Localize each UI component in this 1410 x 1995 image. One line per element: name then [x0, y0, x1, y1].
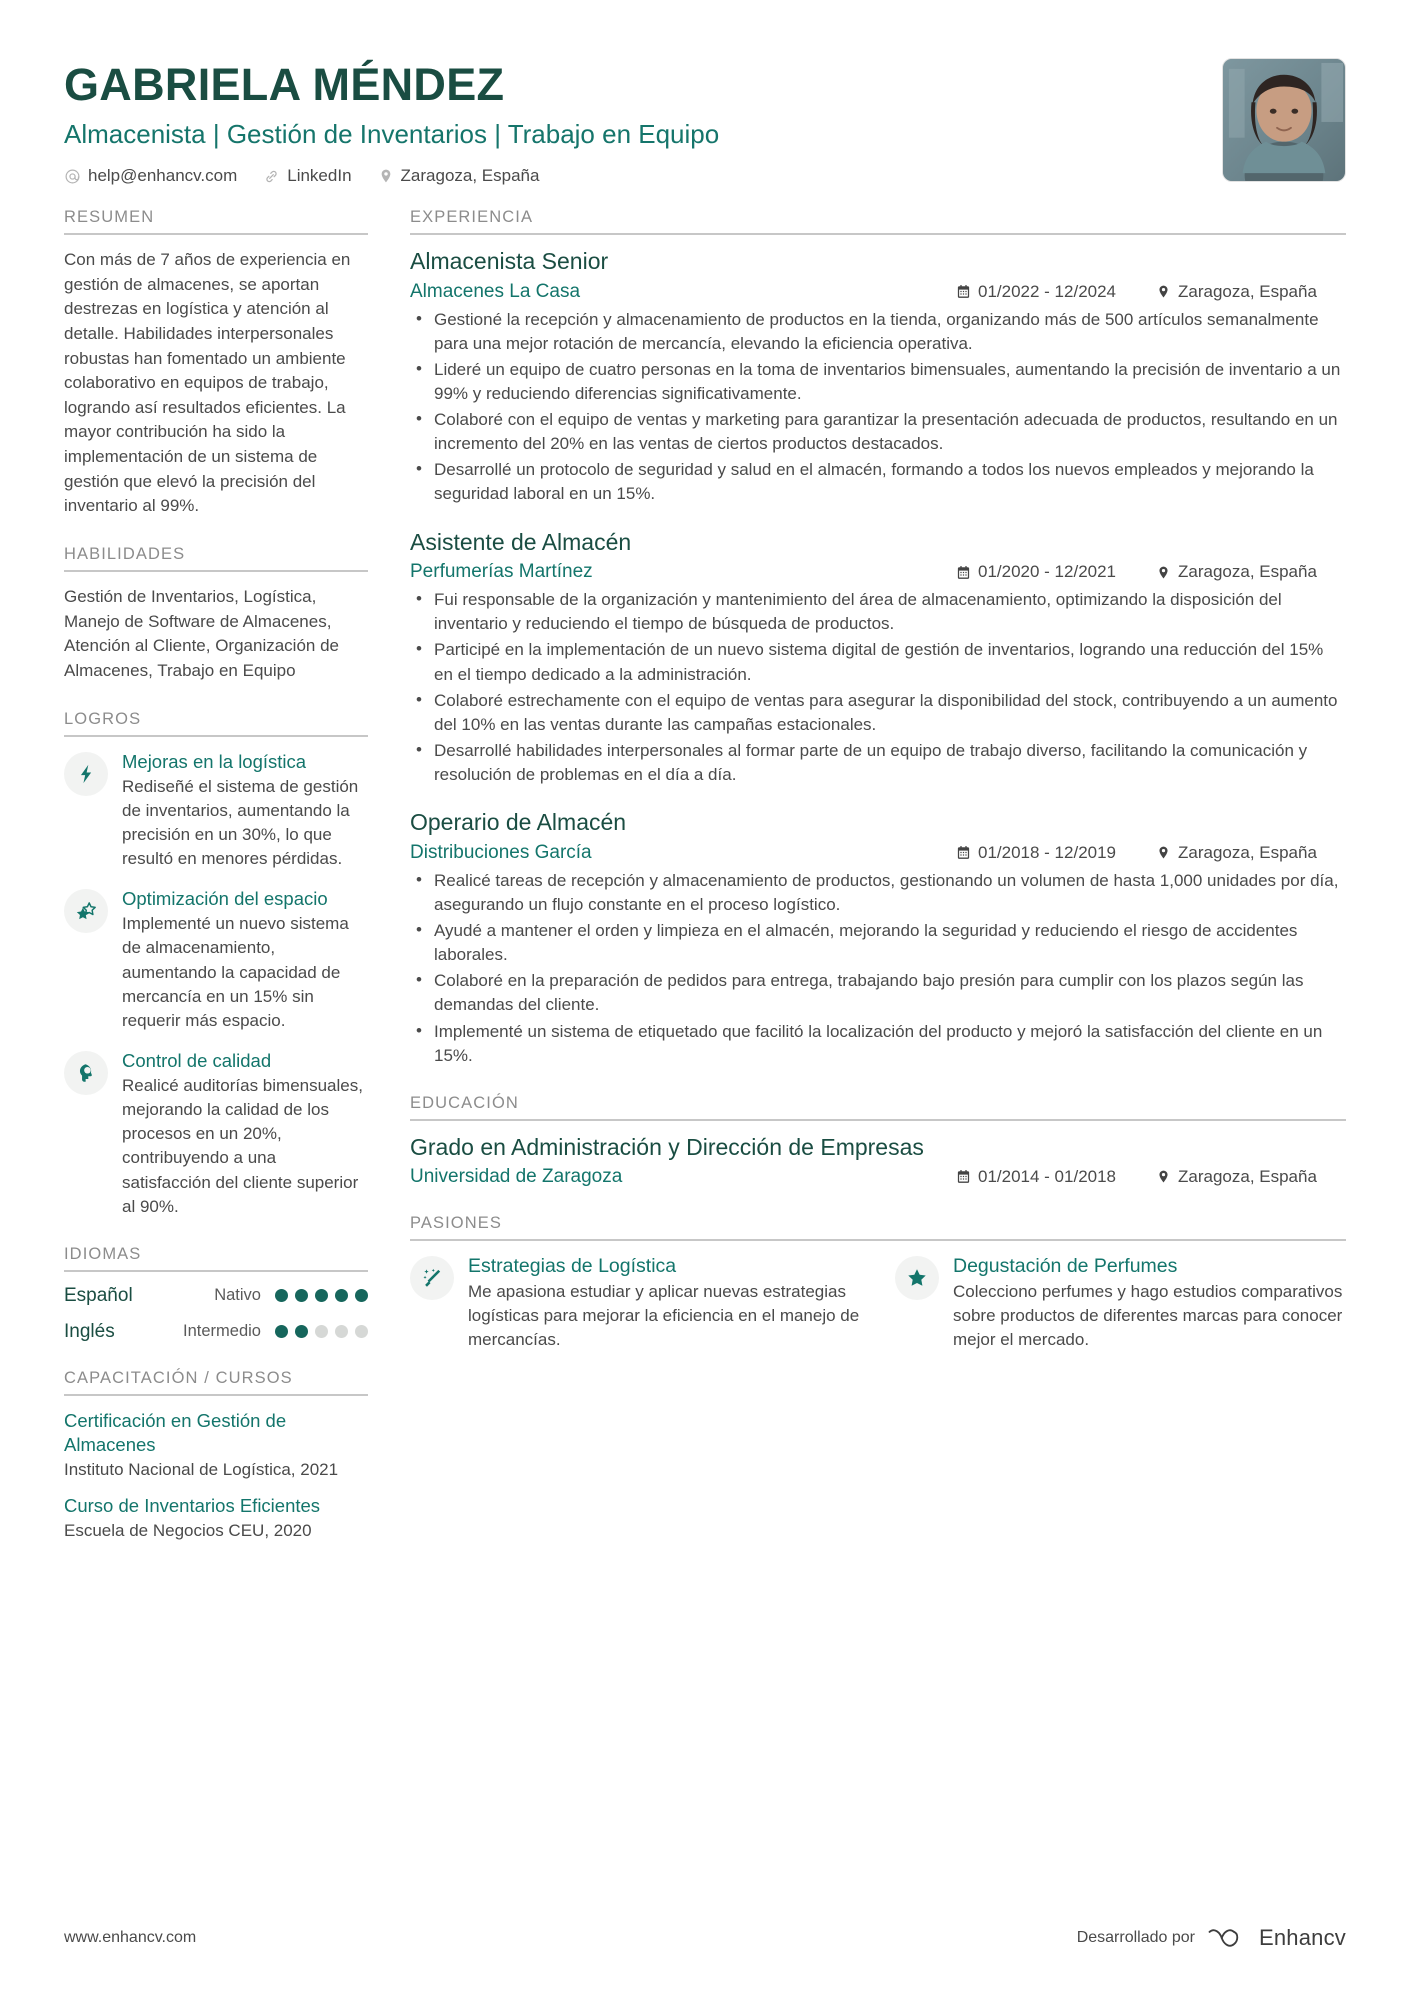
language-item [64, 1285, 368, 1307]
footer-brand-name: Enhancv [1258, 1925, 1346, 1950]
rating-dot [315, 1325, 328, 1338]
section-achievements [64, 710, 368, 1219]
section-title-skills: HABILIDADES [64, 545, 368, 572]
job-bullet: • Colaboré estrechamente con el equipo de ventas para asegurar la disponibilidad del stock, contribuyendo a un aumento del 10% en las ventas durante las campañas estacionales. [410, 689, 1346, 737]
location-pin-icon [1156, 845, 1171, 860]
job-meta-row [410, 842, 1346, 864]
head-thinking-icon [64, 1051, 108, 1095]
resume-body [64, 208, 1346, 1567]
contact-email-label: help@enhancv.com [88, 166, 238, 185]
sidebar [64, 208, 368, 1567]
location-pin-icon [1156, 284, 1171, 299]
education-school: Universidad de Zaragoza [410, 1165, 623, 1187]
achievement-title: Optimización del espacio [122, 888, 328, 910]
section-skills [64, 545, 368, 684]
contact-row [64, 166, 719, 186]
job-location-label: Zaragoza, España [1178, 281, 1317, 301]
achievement-desc: Realicé auditorías bimensuales, mejorando la calidad de los procesos en un 20%, contribuyendo a una satisfacción del cliente superior al 90%. [122, 1076, 363, 1216]
section-title-experience: EXPERIENCIA [410, 208, 1346, 235]
section-title-courses: CAPACITACIÓN / CURSOS [64, 1369, 368, 1396]
language-rating-group [214, 1286, 368, 1305]
section-courses [64, 1369, 368, 1541]
summary-text: Con más de 7 años de experiencia en gestión de almacenes, se aportan destrezas en logística y atención al detalle. Habilidades interpersonales robustas han fomentado un ambiente colaborativo en equipos de trabajo, logrando así resultados eficientes. La mayor contribución ha sido la implementación de un sistema de gestión que elevó la precisión del inventario al 99%. [64, 250, 351, 516]
resume-header [64, 46, 1346, 194]
job-bullet: • Colaboré en la preparación de pedidos para entrega, trabajando bajo presión para cumplir con los plazos según las demandas del cliente. [410, 969, 1346, 1017]
course-title: Certificación en Gestión de Almacenes [64, 1409, 287, 1455]
contact-email[interactable] [64, 166, 237, 186]
job-bullet: • Desarrollé habilidades interpersonales al formar parte de un equipo de trabajo diverso, facilitando la comunicación y resolución de problemas en el día a día. [410, 739, 1346, 787]
section-title-education: EDUCACIÓN [410, 1094, 1346, 1121]
header-text-block [64, 46, 719, 186]
job-location-label: Zaragoza, España [1178, 842, 1317, 862]
page-title: GABRIELA MÉNDEZ [64, 59, 505, 110]
location-pin-icon [1156, 1169, 1171, 1184]
language-item [64, 1321, 368, 1343]
achievement-item [64, 750, 368, 872]
job-bullet: • Lideré un equipo de cuatro personas en la toma de inventarios bimensuales, aumentando la precisión de inventario a un 99% y reduciendo diferencias significativamente. [410, 358, 1346, 406]
education-date [956, 1167, 1156, 1187]
footer-website[interactable]: www.enhancv.com [64, 1929, 197, 1946]
section-experience [410, 208, 1346, 1068]
job-bullet: • Participé en la implementación de un nuevo sistema digital de gestión de inventarios, logrando una reducción del 15% en el tiempo dedicado a la administración. [410, 638, 1346, 686]
course-item [64, 1409, 368, 1480]
job-meta-row [410, 281, 1346, 303]
course-subtitle: Escuela de Negocios CEU, 2020 [64, 1521, 312, 1540]
rating-dot [335, 1325, 348, 1338]
job-role: Operario de Almacén [410, 809, 627, 836]
rating-dot [295, 1289, 308, 1302]
job-date [956, 843, 1156, 863]
double-star-icon [64, 889, 108, 933]
avatar [1222, 58, 1346, 182]
language-name: Inglés [64, 1320, 115, 1342]
skills-text: Gestión de Inventarios, Logística, Manejo de Software de Almacenes, Atención al Cliente, Organización de Almacenes, Trabajo en Equipo [64, 587, 339, 680]
contact-linkedin-label: LinkedIn [287, 166, 352, 185]
language-name: Español [64, 1284, 133, 1306]
footer-branding [1077, 1925, 1346, 1951]
job-bullet: • Desarrollé un protocolo de seguridad y salud en el almacén, formando a todos los nuevos empleados y mejorando la seguridad laboral en un 15%. [410, 458, 1346, 506]
achievement-desc: Implementé un nuevo sistema de almacenamiento, aumentando la capacidad de mercancía en un 15% sin requerir más espacio. [122, 914, 349, 1030]
rating-dot [335, 1289, 348, 1302]
passion-item [410, 1254, 861, 1353]
language-rating-dots [275, 1325, 368, 1338]
job-location [1156, 282, 1346, 302]
section-languages [64, 1245, 368, 1343]
section-education [410, 1094, 1346, 1188]
job-company: Almacenes La Casa [410, 280, 581, 302]
education-location-label: Zaragoza, España [1178, 1166, 1317, 1186]
job-location-label: Zaragoza, España [1178, 562, 1317, 582]
achievement-item [64, 887, 368, 1033]
job-bullet: • Ayudé a mantener el orden y limpieza en el almacén, mejorando la seguridad y reduciendo el riesgo de accidentes laborales. [410, 919, 1346, 967]
job-location [1156, 843, 1346, 863]
course-subtitle: Instituto Nacional de Logística, 2021 [64, 1459, 339, 1479]
page-footer [64, 1925, 1346, 1951]
job-bullet: • Gestioné la recepción y almacenamiento de productos en la tienda, organizando más de 500 artículos semanalmente para una mejor rotación de mercancía, elevando la eficiencia operativa. [410, 308, 1346, 356]
passion-title: Estrategias de Logística [468, 1254, 677, 1277]
contact-location-label: Zaragoza, España [400, 166, 540, 185]
achievement-desc: Rediseñé el sistema de gestión de inventarios, aumentando la precisión en un 30%, lo que resultó en menores pérdidas. [122, 776, 359, 869]
section-title-summary: RESUMEN [64, 208, 368, 235]
experience-item [410, 809, 1346, 1068]
section-summary [64, 208, 368, 519]
achievement-title: Mejoras en la logística [122, 750, 307, 772]
job-date-label: 01/2022 - 12/2024 [978, 281, 1117, 301]
job-date [956, 282, 1156, 302]
passions-grid [410, 1254, 1346, 1353]
language-level: Intermedio [183, 1322, 261, 1341]
link-icon [263, 168, 280, 185]
rating-dot [315, 1289, 328, 1302]
magic-wand-icon [410, 1256, 454, 1300]
job-bullets [410, 869, 1346, 1068]
course-item [64, 1494, 368, 1541]
education-degree: Grado en Administración y Dirección de Empresas [410, 1133, 924, 1160]
job-role: Asistente de Almacén [410, 528, 632, 555]
job-date-label: 01/2018 - 12/2019 [978, 842, 1117, 862]
job-bullet: • Fui responsable de la organización y mantenimiento del área de almacenamiento, optimizando la disposición del inventario y reduciendo el tiempo de búsqueda de productos. [410, 588, 1346, 636]
rating-dot [355, 1325, 368, 1338]
education-meta-row [410, 1166, 1346, 1188]
lightning-bolt-icon [64, 752, 108, 796]
calendar-icon [956, 1169, 971, 1184]
job-bullet: • Realicé tareas de recepción y almacenamiento de productos, gestionando un volumen de hasta 1,000 unidades por día, asegurando un flujo constante en el proceso logístico. [410, 869, 1346, 917]
job-bullets [410, 308, 1346, 507]
calendar-icon [956, 565, 971, 580]
education-date-label: 01/2014 - 01/2018 [978, 1166, 1117, 1186]
passion-desc: Colecciono perfumes y hago estudios comparativos sobre productos de diferentes marcas para conocer mejor el mercado. [953, 1282, 1343, 1350]
profile-photo-image [1223, 59, 1345, 181]
job-company: Distribuciones García [410, 841, 592, 863]
section-passions [410, 1214, 1346, 1353]
rating-dot [275, 1289, 288, 1302]
education-location [1156, 1167, 1346, 1187]
calendar-icon [956, 284, 971, 299]
job-date [956, 562, 1156, 582]
section-title-passions: PASIONES [410, 1214, 1346, 1241]
job-bullet: • Colaboré con el equipo de ventas y marketing para garantizar la presentación adecuada de productos, resultando en un incremento del 20% en las ventas de ciertos productos destacados. [410, 408, 1346, 456]
education-item [410, 1134, 1346, 1188]
achievement-item [64, 1049, 368, 1219]
location-pin-icon [1156, 565, 1171, 580]
job-date-label: 01/2020 - 12/2021 [978, 562, 1117, 582]
passion-item [895, 1254, 1346, 1353]
at-icon [64, 168, 81, 185]
section-title-languages: IDIOMAS [64, 1245, 368, 1272]
job-location [1156, 562, 1346, 582]
rating-dot [295, 1325, 308, 1338]
language-rating-group [183, 1322, 368, 1341]
professional-headline: Almacenista | Gestión de Inventarios | Trabajo en Equipo [64, 118, 720, 149]
rating-dot [355, 1289, 368, 1302]
enhancv-logo-icon [1206, 1926, 1248, 1950]
job-meta-row [410, 561, 1346, 583]
contact-linkedin[interactable] [263, 166, 351, 186]
experience-item [410, 248, 1346, 507]
calendar-icon [956, 845, 971, 860]
star-icon [895, 1256, 939, 1300]
footer-powered-by-label: Desarrollado por [1076, 1929, 1195, 1946]
job-role: Almacenista Senior [410, 248, 609, 274]
section-title-achievements: LOGROS [64, 710, 368, 737]
main-column [410, 208, 1346, 1567]
contact-location [378, 166, 540, 186]
language-level: Nativo [214, 1286, 261, 1305]
language-rating-dots [275, 1289, 368, 1302]
job-company: Perfumerías Martínez [410, 561, 593, 583]
experience-item [410, 529, 1346, 788]
job-bullets [410, 588, 1346, 787]
achievement-title: Control de calidad [122, 1049, 272, 1071]
rating-dot [275, 1325, 288, 1338]
job-bullet: • Implementé un sistema de etiquetado que facilitó la localización del producto y mejoró la satisfacción del cliente en un 15%. [410, 1020, 1346, 1068]
location-pin-icon [378, 168, 394, 184]
passion-desc: Me apasiona estudiar y aplicar nuevas estrategias logísticas para mejorar la eficiencia en el manejo de mercancías. [468, 1282, 860, 1350]
course-title: Curso de Inventarios Eficientes [64, 1494, 321, 1516]
passion-title: Degustación de Perfumes [953, 1254, 1178, 1277]
